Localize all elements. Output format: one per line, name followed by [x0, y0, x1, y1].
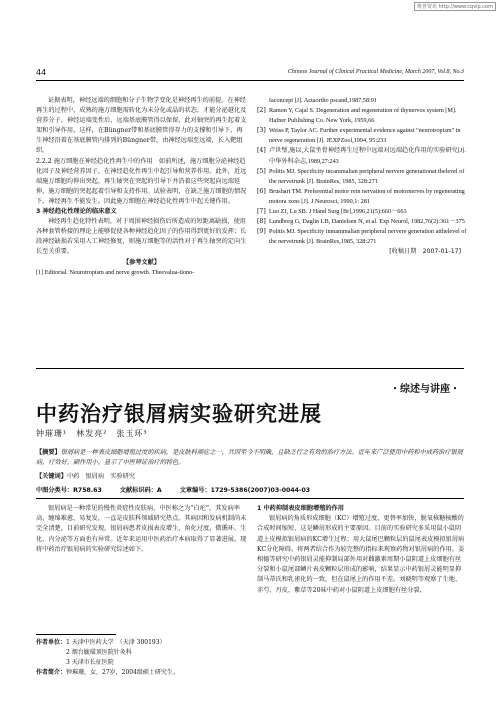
affiliation-1: 作者单位：1 天津中医药大学 （天津 300193）	[36, 639, 166, 646]
reference-item: [8] Lundborg G, Daglin LB, Danielsen N, et al. Exp Neurol, 1982,76(2):361－375	[257, 218, 465, 226]
keywords-text: 中药 银屑病 实验研究	[66, 473, 135, 480]
sub-heading	[36, 157, 247, 207]
paragraph: 银屑病是一种常见的慢性炎症性皮肤病，中医称之为“白疕”，其发病率高，缠绵难愈，易复发，一直是皮肤科领域研究热点。其病因和发病机制尚未完全清楚，目前研究发现，银屑病患者皮损表皮增生，角化过度，微循环、生化、内分泌等方面也有异常。近年来运用中医药治疗本病取得了显著进展，现将中药治疗银屑病的实验研究综述如下。	[36, 505, 247, 553]
author-bio: 作者简介：钟璀珊，女，27岁，2004级硕士研究生。	[36, 669, 179, 676]
journal-header: Chinese Journal of Clinical Practical Medicine, March 2007, Vol.8, No.3	[287, 69, 464, 75]
reference-item: [3] Weiss P, Taylor AC. Further experimental evidence against "neurotropism" in nerve regeneration [J]. JEXPZool,1994, 95:233	[257, 127, 461, 145]
article-id: 文章编号：1729-5386(2007)03-0044-03	[179, 487, 311, 494]
sub-heading-label: 2.2.2 施万细胞在神经趋化性再生中的作用	[36, 157, 153, 165]
right-column	[257, 96, 467, 408]
footnotes	[36, 638, 247, 678]
reference-item: [6] Brushart TM. Preferential motor rein nervation of motornerves by regenerating motora xons [J]. J Neurosci, 1990,1: 281	[257, 187, 465, 205]
footnote-rule	[36, 634, 116, 635]
reference-item: faconcept [J]. Actaortho pscand,1987,58:91	[269, 97, 377, 104]
article-title: 中药治疗银屑病实验研究进展	[36, 402, 322, 426]
keywords-label: 【关键词】	[36, 473, 67, 480]
paragraph: 银屑病的角质形成细胞（KC）增殖过度，更替率加快，脱氧核糖核酸的合成时间缩短，这是鳞屑形成的主要原因。目前的实验研究多采用鼠小鼠阴道上皮模拟银屑病的KC增生过程；用大鼠尾巴颗粒层的鼠尾表皮模拟银屑病KC分化障碍。将两者结合作为较完整的指标来观察药物对银屑病的作用。姜相德等研究中药银屑灵能抑制局部外用对雌激素周期小鼠阴道上皮细胞有丝分裂和小鼠尾部鳞片表皮颗粒层形成的影响，结果显示中药银屑灵能明显抑制马蒂氏和乳雀化的一致，但在鼠尾上的作用不差。刘晓明等观察了生地、赤芍、丹皮、紫草等20味中药对小鼠阴道上皮细胞有丝分裂、	[257, 515, 465, 594]
body-left-column	[36, 504, 247, 555]
article-meta	[36, 485, 464, 494]
reference-item: [2] Ramon Y, Cajal S. Degeneration and regeneration of thynervos system [M]. Hafner Publishing Co. New York, 1959,66	[257, 107, 457, 125]
affiliation-2: 2 烟台毓璜顶医院针灸科	[66, 649, 132, 656]
section-tag: ・综述与讲座・	[390, 384, 460, 395]
abstract-label: 【摘要】	[36, 449, 61, 456]
page-number: 44	[36, 68, 47, 77]
meta-rule	[36, 498, 464, 499]
document-code: 文献标识码：A	[119, 487, 162, 494]
abstract	[36, 448, 464, 468]
body-right-column	[257, 504, 467, 596]
reference-item: [5] Politis MJ. Specificity incammalian peripheral nervere generationat thelevel of the nervetrunk [J]. BrainRes, 1985, 328:271	[257, 167, 465, 185]
keywords	[36, 471, 135, 480]
reference-item: [9] Politis MJ. Specificity inmammalian peripheral nervere generation atthelevel of the nervetrunk [J]. BrainRes,1985, 328:271	[257, 228, 467, 246]
abstract-text: 银屑病是一种表皮细胞增殖过度的疾病，是皮肤科顽症之一，共因至今不明确，且缺乏行之有效的治疗方法。近年来广泛使用中药和中成药治疗银屑病，疗效好，副作用小，显示了中医辨证治疗的特色。	[36, 449, 463, 466]
paragraph: 证据表明，神经远端的细胞和分子生物学变化是神经再生的前提。在神经再生的过程中，成熟的施万细胞需转化为未分化或晶的状态，才能分泌越化及营养分子。神经运端变性后，远端基底膜管得以保留，此对轴突的再生起着支架和引导作用，这样，在Büngner带和基底膜管得存力的支撑和引导下，再生神经沿着在基底膜管内排列的Büngner带，由神经远端至远端，长入靶组织。	[36, 97, 247, 155]
clc-number: 中图分类号：R758.63	[36, 487, 102, 494]
section-heading: 1 中药抑制表皮细胞增殖的作用	[257, 505, 344, 512]
left-column	[36, 96, 247, 408]
section-divider	[36, 368, 464, 369]
paragraph: 神经再生趋化特性表明，对于周围神经损伤后所造成的短距离缺损，使用各种套管桥接的理论上能够促使各种神经趋化因子的作用得到更好的发挥；长段神经缺损若采用人工神经修复，则施万细胞等的活性对于再生轴突的定向生长至关重要。	[36, 218, 247, 256]
source-stamp: 维普资讯 http://www.cqvip.com	[414, 2, 496, 11]
reference-item: [7] Luo ZJ, Lu SB. J Hand Surg [Br],1996,21(5):660－663	[257, 208, 407, 216]
article-authors: 钟璀珊¹ 林发亮² 张玉环³	[36, 429, 148, 438]
affiliation-3: 3 天津市长征医院	[66, 659, 114, 666]
reference-item: [1] Editorial. Neurotropism and nerve growth. Theevalua-tiono-	[36, 268, 195, 276]
paragraph: 如前所述，施万细胞分泌神经趋化因子及神经营养因子，在神经趋化性再生中起引导和营养作用。此外，近远端施万细胞均伸出突起，再生轴突在突起的引导下并沿着这些突起向远端延伸，施万细胞的突起起着引导和支持作用。试验表明，在缺乏施万细胞的情况下，神经再生不能发生。因此施万细胞在神经趋化性再生中起关键作用。	[36, 157, 247, 205]
header-rule	[36, 80, 464, 81]
reference-item: [4] 卢世璧,施以,大鼠坐骨神经再生过程中远端对远端趋化作用的实验研究[J].中华外科杂志,1989,27:243	[257, 147, 466, 165]
section-heading: 3 神经趋化性理论的临床意义	[36, 208, 117, 216]
references-heading: 【参考文献】	[122, 258, 161, 266]
received-date: [收稿日期 2007-01-17]	[389, 248, 461, 256]
